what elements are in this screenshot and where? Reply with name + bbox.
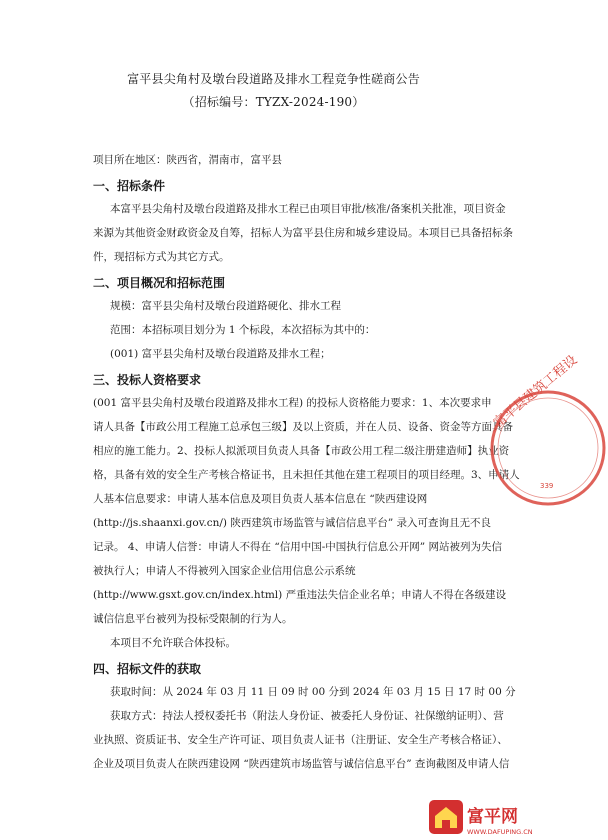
paragraph-line: 请人具备【市政公用工程施工总承包三级】及以上资质，并在人员、设备、资金等方面具备 [93,421,513,433]
paragraph-line: (http://www.gsxt.gov.cn/index.html) 严重违法失信企业名单；申请人不得在各级建设 [93,589,507,601]
section-heading: 三、投标人资格要求 [93,373,202,387]
svg-text:富平网: 富平网 [467,807,518,827]
paragraph-line: 业执照、资质证书、安全生产许可证、项目负责人证书（注册证、安全生产考核合格证）、 [93,734,508,746]
site-watermark-logo [427,798,545,838]
paragraph-line: 本富平县尖角村及墩台段道路及排水工程已由项目审批/核准/备案机关批准，项目资金 [110,203,506,215]
paragraph-line: (001 富平县尖角村及墩台段道路及排水工程) 的投标人资格能力要求：1、本次要求申 [93,397,492,409]
paragraph-line: 人基本信息要求：申请人基本信息及项目负责人基本信息在 “陕西建设网 [93,493,428,505]
document-title: 富平县尖角村及墩台段道路及排水工程竞争性磋商公告 [127,72,420,86]
bid-number: （招标编号：TYZX-2024-190） [182,95,365,109]
section-heading: 一、招标条件 [93,179,166,193]
paragraph-line: 本项目不允许联合体投标。 [110,637,236,649]
svg-text:WWW.DAFUPING.CN: WWW.DAFUPING.CN [467,828,533,836]
official-seal-stamp [488,352,608,508]
paragraph-line: 企业及项目负责人在陕西建设网 “陕西建筑市场监管与诚信信息平台” 查询截图及申请人信 [93,758,510,770]
paragraph-line: (http://js.shaanxi.gov.cn/) 陕西建筑市场监管与诚信信息平台” 录入可查询且无不良 [93,517,492,529]
svg-text:富平县建筑工程设: 富平县建筑工程设 [490,352,581,432]
paragraph-line: 记录。 4、申请人信誉：申请人不得在 “信用中国-中国执行信息公开网” 网站被列为失信 [93,541,502,553]
svg-text:339: 339 [540,482,554,490]
paragraph-line: 获取时间：从 2024 年 03 月 11 日 09 时 00 分到 2024 年 03 月 15 日 17 时 00 分 [110,686,516,698]
paragraph-line: 规模：富平县尖角村及墩台段道路硬化、排水工程 [110,300,341,312]
paragraph-line: 件，现招标方式为其它方式。 [93,251,230,263]
paragraph-line: 范围：本招标项目划分为 1 个标段，本次招标为其中的： [110,324,376,336]
paragraph-line: (001) 富平县尖角村及墩台段道路及排水工程； [110,348,331,360]
paragraph-line: 相应的施工能力。2、投标人拟派项目负责人具备【市政公用工程二级注册建造师】执业资 [93,445,510,457]
project-location: 项目所在地区：陕西省，渭南市，富平县 [93,154,282,166]
paragraph-line: 格，具备有效的安全生产考核合格证书，且未担任其他在建工程项目的项目经理。3、申请人 [93,469,520,481]
section-heading: 二、项目概况和招标范围 [93,276,226,290]
section-heading: 四、招标文件的获取 [93,662,202,676]
paragraph-line: 被执行人；申请人不得被列入国家企业信用信息公示系统 [93,565,356,577]
paragraph-line: 来源为其他资金财政资金及自筹，招标人为富平县住房和城乡建设局。本项目已具备招标条 [93,227,513,239]
paragraph-line: 诚信信息平台被列为投标受限制的行为人。 [93,613,293,625]
paragraph-line: 获取方式：持法人授权委托书（附法人身份证、被委托人身份证、社保缴纳证明）、营 [110,710,504,722]
